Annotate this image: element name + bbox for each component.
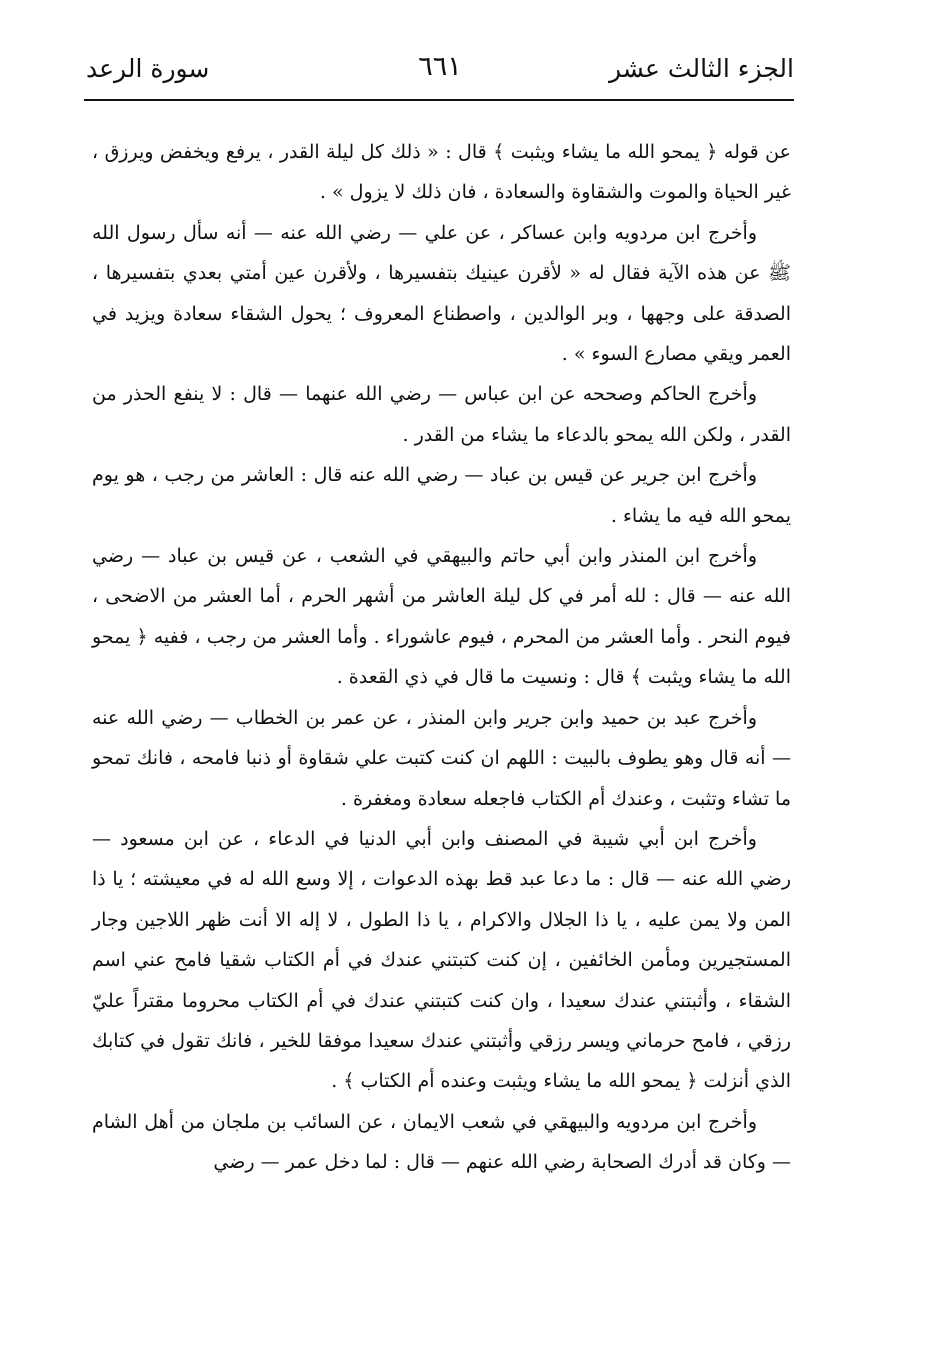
paragraph: عن قوله ﴿ يمحو الله ما يشاء ويثبت ﴾ قال : « ذلك كل ليلة القدر ، يرفع ويخفض ويرزق ، غير الحياة والموت والشقاوة والسعادة ، فان ذلك لا يزول » . — [92, 141, 791, 204]
paragraph: وأخرج عبد بن حميد وابن جرير وابن المنذر ، عن عمر بن الخطاب — رضي الله عنه — أنه قال وهو يطوف بالبيت : اللهم ان كنت كتبت علي شقاوة أو ذنبا فامحه ، فانك تمحو ما تشاء وتثبت ، وعندك أم الكتاب فاجعله سعادة ومغفرة . — [92, 706, 791, 810]
page-number: ٦٦١ — [418, 51, 462, 82]
paragraph: وأخرج الحاكم وصححه عن ابن عباس — رضي الله عنهما — قال : لا ينفع الحذر من القدر ، ولكن الله يمحو بالدعاء ما يشاء من القدر . — [92, 383, 791, 446]
paragraph: وأخرج ابن جرير عن قيس بن عباد — رضي الله عنه قال : العاشر من رجب ، هو يوم يمحو الله فيه ما يشاء . — [92, 464, 791, 527]
paragraph: وأخرج ابن مردويه والبيهقي في شعب الايمان ، عن السائب بن ملجان من أهل الشام — وكان قد أدرك الصحابة رضي الله عنهم — قال : لما دخل عمر — رضي — [92, 1110, 791, 1174]
body-text — [92, 132, 791, 1183]
header-divider — [84, 99, 794, 101]
surah-title: سورة الرعد — [86, 54, 210, 83]
page-header — [86, 44, 794, 100]
part-title: الجزء الثالث عشر — [608, 54, 794, 83]
paragraph: وأخرج ابن أبي شيبة في المصنف وابن أبي الدنيا في الدعاء ، عن ابن مسعود — رضي الله عنه — قال : ما دعا عبد قط بهذه الدعوات ، إلا وسع الله له في معيشته ؛ يا ذا المن ولا يمن عليه ، يا ذا الجلال والاكرام ، يا ذا الطول ، لا إله الا أنت ظهر اللاجين وجار المستجيرين ومأمن الخائفين ، إن كنت كتبتني عندك في أم الكتاب شقيا فامح عني اسم الشقاء ، وأثبتني عندك سعيدا ، وان كنت كتبتني عندك في أم الكتاب محروما مقتراً عليّ رزقي ، فامح حرماني ويسر رزقي وأثبتني عندك سعيدا موفقا للخير ، فانك تقول في كتابك الذي أنزلت ﴿ يمحو الله ما يشاء ويثبت وعنده أم الكتاب ﴾ . — [92, 827, 791, 1093]
paragraph: وأخرج ابن مردويه وابن عساكر ، عن علي — رضي الله عنه — أنه سأل رسول الله ﷺ عن هذه الآية فقال له « لأقرن عينيك بتفسيرها ، ولأقرن عين أمتي بعدي بتفسيرها ، الصدقة على وجهها ، وبر الوالدين ، واصطناع المعروف ؛ يحول الشقاء سعادة ويزيد في العمر ويقي مصارع السوء » . — [92, 221, 791, 366]
paragraph: وأخرج ابن المنذر وابن أبي حاتم والبيهقي في الشعب ، عن قيس بن عباد — رضي الله عنه — قال : لله أمر في كل ليلة العاشر من أشهر الحرم ، أما العشر من الاضحى ، فيوم النحر . وأما العشر من المحرم ، فيوم عاشوراء . وأما العشر من رجب ، ففيه ﴿ يمحو الله ما يشاء ويثبت ﴾ قال : ونسيت ما قال في ذي القعدة . — [92, 545, 791, 689]
